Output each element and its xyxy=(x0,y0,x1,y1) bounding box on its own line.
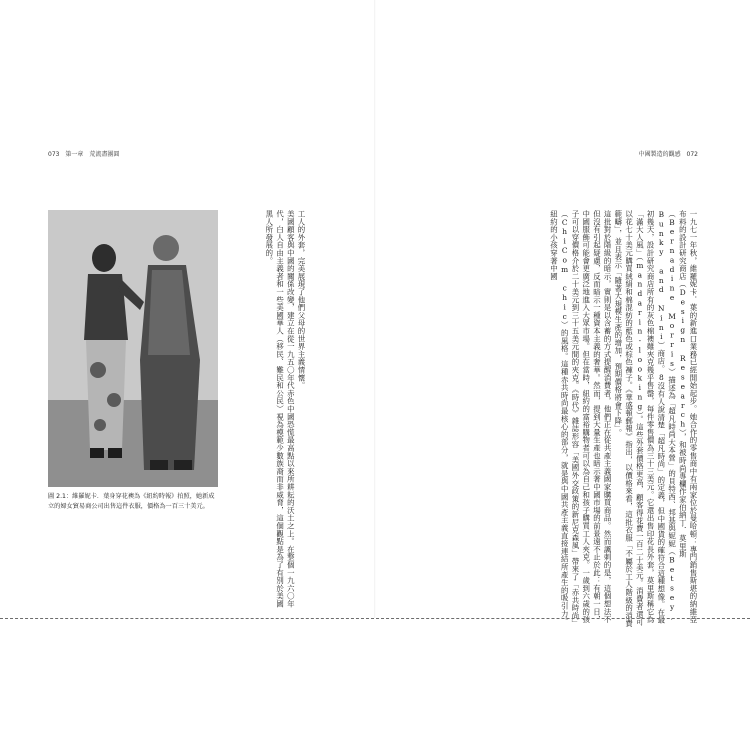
page-number-left: 073 xyxy=(48,151,60,158)
page-gutter xyxy=(374,0,376,618)
figure-photo xyxy=(48,210,218,487)
paragraph: 一九七一年秋，維羅妮卡．葉的新進口業務已經開始起步。她合作的零售商中有兩家位於曼哈頓：專門銷售斯堪的納維亞布料的設計研究商店（Design Research），和被時尚專欄作家伯納丁．莫里斯（Bernadine Morris）描述為「超凡時尚大本營」的貝特西、邦基與妮妮（Betsey, Bunky and Nini）商店。8沒有人說清楚「超凡時尚」的定義，但中國貨的確符合這種想像。在最初幾天，設計研究商店所有的灰色棉襖雖夾克幾乎售罄，每件零售價為三十三美元。它還出售印花長外套，莫里斯稱它為「滿大人風」（mandarin-looking）。這些外套價格更高，顧客得花費一百二十美元。消費者還可以花七十美元購買絨絹和棉混紡的藍色或棕色褲子。《華盛頓郵報》指出，以價格來看，這批衣服「不屬於工人階級的消費範疇」，並且表示「隨著大規模生產的增加，預期價格將會下降」。 xyxy=(613,210,698,628)
page-number-right: 072 xyxy=(686,151,698,158)
chapter-label: 第一章 xyxy=(65,151,84,158)
running-header-right xyxy=(639,149,702,158)
right-page-body xyxy=(430,210,698,630)
book-title: 中國製造的觀感 xyxy=(638,151,681,158)
figure-caption: 圖 2.1：維羅妮卡．葉身穿花襖為《紐約時報》拍照，她新成立的婦女貿易商公司出售這件衣服，價格為一百三十美元。 xyxy=(48,493,215,510)
paragraph: 這批對於階級的暗示，實則是以含蓄的方式提醒消費者，他們正在從共產主義國家購買商品。然而諷刺的是，這個想法不但沒有引起疑慮，反而暗示一種資本主義的奢華。然而，提到大量生產也暗示著中國市場的前景遠不止於此：有朝一日，中國服飾可能會更廣泛地進入大眾市場。但在當時，紐約的富裕購物者可以為自己和孩子購買工人夾克。一歲到六歲的孩子可以穿價格介於二十美元到三十五美元間的夾克。《時代》雜誌形容「美國外交政策的新尼克森風」帶來了「赤共時尚」（ChiCom chic）的風格。這種赤共時尚最核心的部分，就是與中國共產主義直接連結所產生的吸引力。紐約的小孩穿著中國 xyxy=(549,210,613,628)
chapter-title: 荒流盡團圓 xyxy=(89,151,120,158)
left-page-body xyxy=(234,210,306,610)
photo-two-figures-icon xyxy=(48,210,218,487)
paragraph: 工人的外套，完美展現了他們父母的世界主義情懷。 xyxy=(297,210,306,390)
dashed-divider xyxy=(0,618,750,619)
running-header-left xyxy=(48,149,123,158)
paragraph: 美國顧客與中國的關係改變，建立在從一九五〇年代赤色中國恐慌最高點以來所耕耘的沃土之上。在整個一九六〇年代，白人自由主義者和一些美國華人（移民、難民和公民）視為模範少數族裔而非威脅，這個觀點是為了有別於美國黑人所發展的。 xyxy=(264,210,296,608)
